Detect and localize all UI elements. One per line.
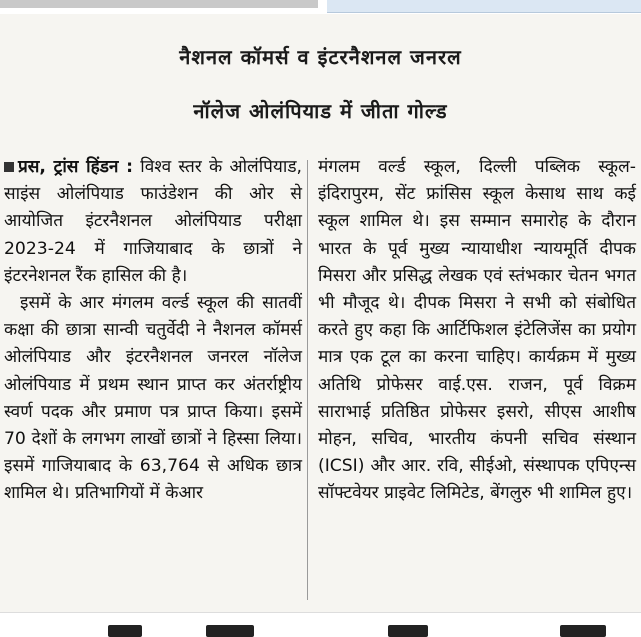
article-paragraph-2: इसमें के आर मंगलम वर्ल्ड स्कूल की सातवीं कक्षा की छात्रा सान्वी चतुर्वेदी ने नैशनल कॉमर्स ओलंपियाड और इंटरनैशनल जनरल नॉलेज ओलंपियाड में प्रथम स्थान प्राप्त कर अंतर्राष्ट्रीय स्वर्ण पदक और प्रमाण पत्र प्राप्त किया। इसमें 70 देशों के लगभग लाखों छात्रों ने हिस्सा लिया। इसमें गाजियाबाद के 63,764 से अधिक छात्र शामिल थे। प्रतिभागियों में केआर — [4, 293, 302, 504]
next-article-cutoff — [0, 612, 641, 637]
cutoff-glyph — [108, 625, 142, 637]
square-bullet-icon — [4, 162, 14, 172]
article-paragraph-3: मंगलम वर्ल्ड स्कूल, दिल्ली पब्लिक स्कूल-इंदिरापुरम, सेंट फ्रांसिस स्कूल केसाथ साथ कई स्कूल शामिल थे। इस सम्मान समारोह के दौरान भारत के पूर्व मुख्य न्यायाधीश न्यायमूर्ति दीपक मिसरा और प्रसिद्ध लेखक एवं स्तंभकार चेतन भगत भी मौजूद थे। दीपक मिसरा ने सभी को संबोधित करते हुए कहा कि आर्टिफिशल इंटेलिजेंस का प्रयोग मात्र एक टूल का करना चाहिए। कार्यक्रम में मुख्य अतिथि प्रोफेसर वाई.एस. राजन, पूर्व विक्रम साराभाई प्रतिष्ठित प्रोफेसर इसरो, सीएस आशीष मोहन, सचिव, भारतीय कंपनी सचिव संस्थान (ICSI) और आर. रवि, सीईओ, संस्थापक एपिएन्स सॉफ्टवेयर प्राइवेट लिमिटेड, बेंगलुरु भी शामिल हुए। — [318, 157, 636, 504]
column-divider — [307, 160, 308, 600]
top-strip — [0, 0, 641, 14]
article-paragraph-1 — [4, 154, 302, 290]
headline-line-1: नैशनल कॉमर्स व इंटरनैशनल जनरल — [179, 45, 462, 69]
top-strip-gray-bar — [0, 0, 318, 8]
cutoff-glyph — [206, 625, 254, 637]
cutoff-glyph — [560, 625, 606, 637]
article-column-left — [4, 154, 302, 508]
article-column-right — [318, 154, 636, 508]
top-strip-blue-bar — [327, 0, 641, 13]
cutoff-glyph — [388, 625, 428, 637]
byline: प्रस, ट्रांस हिंडन : — [18, 157, 134, 177]
headline — [0, 30, 641, 138]
headline-line-2: नॉलेज ओलंपियाड में जीता गोल्ड — [193, 99, 448, 123]
article-paragraph-1-text: विश्व स्तर के ओलंपियाड, साइंस ओलंपियाड फाउंडेशन की ओर से आयोजित इंटरनैशनल ओलंपियाड परीक्षा 2023-24 में गाजियाबाद के छात्रों ने इंटरनेशनल रैंक हासिल की है। — [4, 157, 302, 286]
